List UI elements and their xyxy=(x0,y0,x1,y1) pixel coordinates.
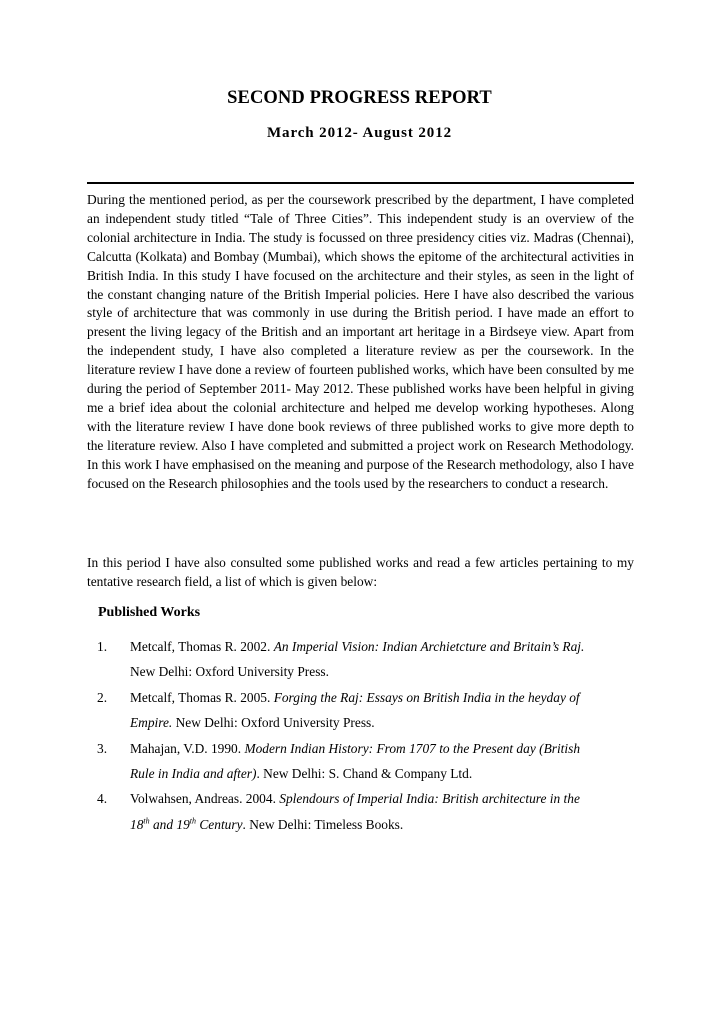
citation-title-cont: 18th and 19th Century xyxy=(130,816,243,832)
citation-title-cont: Empire. xyxy=(130,715,173,731)
consulted-works-paragraph: In this period I have also consulted some published works and read a few articles pertaining to my tentative research field, a list of which is given below: xyxy=(87,555,634,589)
citation-author: Metcalf, Thomas R. 2002. xyxy=(130,639,274,654)
list-item xyxy=(97,685,642,736)
citation-publisher: New Delhi: Oxford University Press. xyxy=(172,715,375,731)
list-number: 3. xyxy=(97,740,108,756)
citation-author: Volwahsen, Andreas. 2004. xyxy=(130,791,280,807)
list-number: 1. xyxy=(97,639,108,654)
citation-author: Mahajan, V.D. 1990. xyxy=(130,740,245,756)
citation-title-cont: Rule in India and after) xyxy=(130,766,257,782)
citation-line-2 xyxy=(130,761,642,786)
published-works-list xyxy=(97,634,642,837)
citation-publisher: . New Delhi: Timeless Books. xyxy=(242,816,404,832)
citation-publisher: . New Delhi: S. Chand & Company Ltd. xyxy=(256,766,473,782)
list-item xyxy=(97,786,642,837)
list-number: 2. xyxy=(97,689,108,705)
citation-title: Splendours of Imperial India: British architecture in the xyxy=(279,791,580,807)
list-number: 4. xyxy=(97,791,108,807)
citation-author: Metcalf, Thomas R. 2005. xyxy=(130,689,274,705)
list-item xyxy=(97,736,642,787)
published-works-heading: Published Works xyxy=(98,605,201,620)
divider-rule xyxy=(87,182,634,184)
progress-paragraph: During the mentioned period, as per the coursework prescribed by the department, I have completed an independent study titled “Tale of Three Cities”. This independent study is an overview of the colonial architecture in India. The study is focussed on three presidency cities viz. Madras (Chennai), Calcutta (Kolkata) and Bombay (Mumbai), which shows the epitome of the architectural activities in British India. In this study I have focused on the architecture and their styles, as seen in the light of the constant changing nature of the British Imperial policies. Here I have also described the various style of architecture that was commonly in use during the British period. I have made an effort to present the living legacy of the British and an important art heritage in a Birdseye view. Apart from the independent study, I have also completed a literature review as per the coursework. In the literature review I have done a review of fourteen published works, which have been consulted by me during the period of September 2011- May 2012. These published works have been helpful in giving me a brief idea about the colonial architecture and helped me develop working hypotheses. Along with the literature review I have done book reviews of three published works to give more depth to the literature review. Also I have completed and submitted a project work on Research Methodology. In this work I have emphasised on the meaning and purpose of the Research methodology, also I have focused on the Research philosophies and the tools used by the researchers to conduct a research. xyxy=(87,192,634,491)
list-item xyxy=(97,634,642,685)
citation-line-2 xyxy=(130,812,642,837)
citation-title: An Imperial Vision: Indian Archietcture and Britain’s Raj. xyxy=(273,639,585,654)
report-period: March 2012- August 2012 xyxy=(266,125,452,141)
citation-publisher: New Delhi: Oxford University Press. xyxy=(130,664,329,680)
citation-line-2 xyxy=(130,710,642,735)
citation-title: Modern Indian History: From 1707 to the Present day (British xyxy=(244,740,581,756)
citation-title: Forging the Raj: Essays on British India in the heyday of xyxy=(273,689,580,705)
report-title: SECOND PROGRESS REPORT xyxy=(227,88,492,108)
